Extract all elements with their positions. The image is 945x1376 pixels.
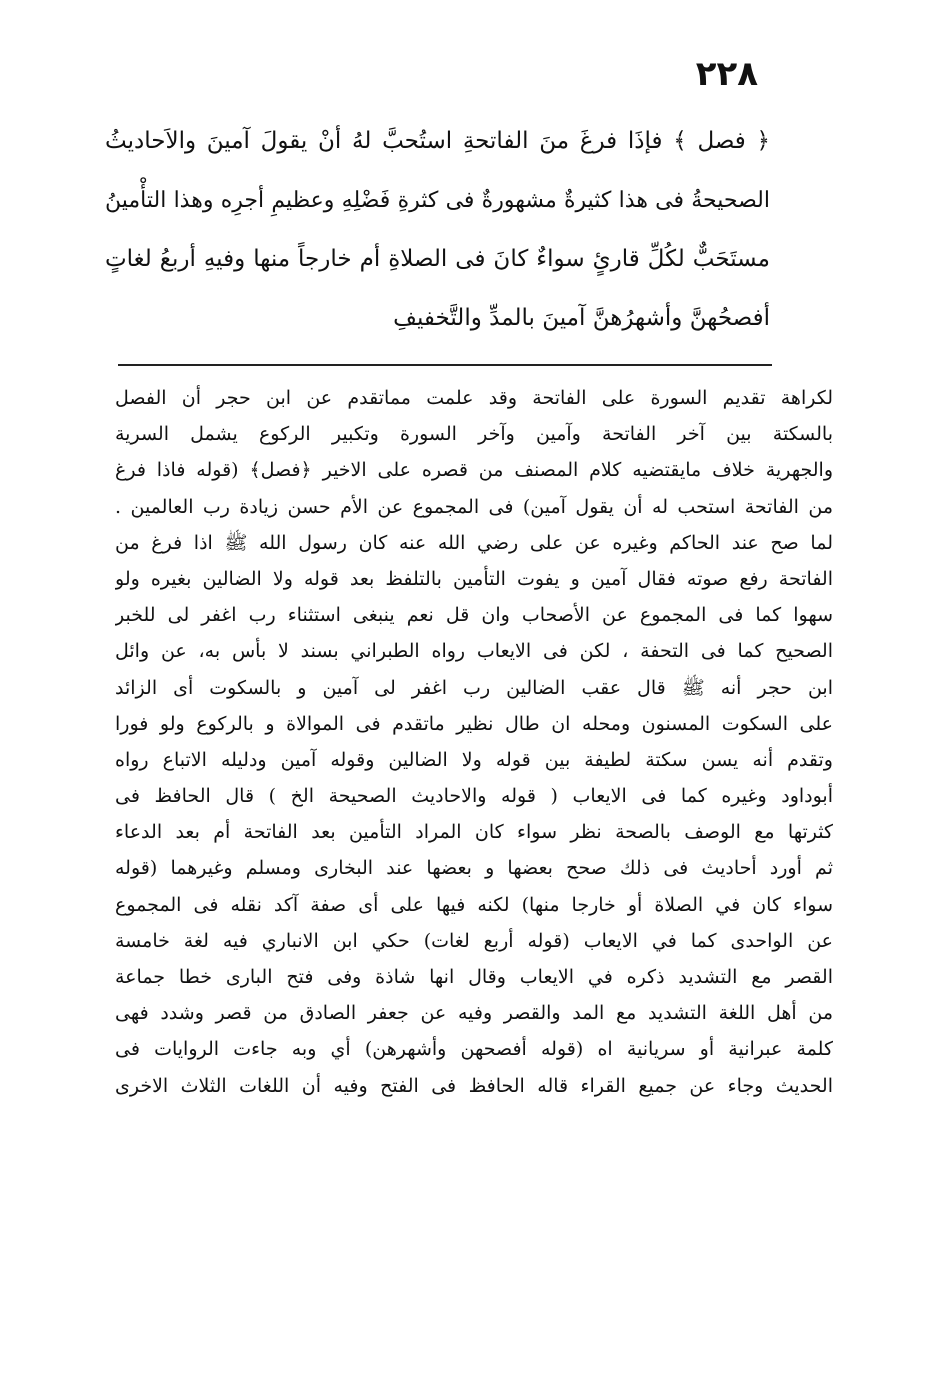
commentary-line: الصحيح كما فى التحفة ، لكن فى الايعاب رواه الطبراني بسند لا بأس به، عن وائل bbox=[115, 640, 833, 663]
commentary-line: كثرتها مع الوصف بالصحة نظر سواء كان المراد التأمين بعد الفاتحة أم بعد الدعاء bbox=[115, 821, 833, 844]
commentary-line: ثم أورد أحاديث فى ذلك صحح بعضها و بعضها عند البخارى ومسلم وغيرهما (قوله bbox=[115, 857, 833, 880]
commentary-line: سهوا كما فى المجموع عن الأصحاب وان قل نعم ينبغى استثناء رب اغفر لى للخبر bbox=[115, 604, 833, 627]
commentary-line: على السكوت المسنون ومحله ان طال نظير ماتقدم فى الموالاة و بالركوع ولو فورا bbox=[115, 712, 833, 735]
main-text-line: مستَحَبٌّ لكُلِّ قارئٍ سواءٌ كانَ فى الصلاةِ أم خارجاً منها وفيهِ أربعُ لغاتٍ bbox=[105, 246, 770, 272]
commentary-text bbox=[115, 380, 833, 1104]
commentary-line: وتقدم أنه يسن سكتة لطيفة بين قوله ولا الضالين وقوله آمين ودليله الاتباع رواه bbox=[115, 748, 833, 771]
page-number: ٢٢٨ bbox=[695, 54, 758, 94]
footnote-divider bbox=[118, 364, 772, 366]
commentary-line: ابن حجر أنه ﷺ قال عقب الضالين رب اغفر لى آمين و بالسكوت أى الزائد bbox=[115, 676, 833, 699]
commentary-line: لما صح عند الحاكم وغيره عن على رضي الله عنه كان رسول الله ﷺ اذا فرغ من bbox=[115, 531, 833, 554]
commentary-line: القصر مع التشديد ذكره في الايعاب وقال انها شاذة وفى فتح البارى خطا جماعة bbox=[115, 966, 833, 988]
commentary-line: سواء كان في الصلاة أو خارجا منها) لكنه فيها على أى صفة آكد نقله فى المجموع bbox=[115, 893, 833, 916]
commentary-line: عن الواحدى كما في الايعاب (قوله أربع لغات) حكي ابن الانباري فيه لغة خامسة bbox=[115, 929, 833, 952]
main-text-line: الصحيحةُ فى هذا كثيرةٌ مشهورةٌ فى كثرةِ فَضْلِهِ وعظيمِ أجرِه وهذا التأْمينُ bbox=[105, 188, 770, 213]
main-text-line: ﴿ فصل ﴾ فإذَا فرغَ منَ الفاتحةِ استُحبَّ لهُ أنْ يقولَ آمينَ والاَحاديثُ bbox=[105, 128, 770, 154]
commentary-line: الفاتحة رفع صوته فقال آمين و يفوت التأمين بالتلفظ بعد قوله ولا الضالين بغيره ولو bbox=[115, 567, 833, 590]
commentary-line: والجهرية خلاف مايقتضيه كلام المصنف من قصره على الاخير ﴿فصل﴾ (قوله فاذا فرغ bbox=[115, 459, 833, 482]
main-text bbox=[105, 112, 770, 348]
main-text-line: أفصحُهنَّ وأشهرُهنَّ آمينَ بالمدِّ والتَّخفيفِ bbox=[393, 305, 770, 331]
commentary-line: بالسكتة بين آخر الفاتحة وآمين وآخر السورة وتكبير الركوع يشمل السرية bbox=[115, 423, 833, 446]
commentary-line: لكراهة تقديم السورة على الفاتحة وقد علمت مماتقدم عن ابن حجر أن الفصل bbox=[115, 387, 833, 409]
commentary-line: كلمة عبرانية أو سريانية اه (قوله أفصحهن وأشهرهن) أي وبه جاءت الروايات فى bbox=[115, 1038, 833, 1061]
commentary-line: الحديث وجاء عن جميع القراء قاله الحافظ فى الفتح وفيه أن اللغات الثلاث الاخرى bbox=[115, 1074, 833, 1097]
commentary-line: أبوداود وغيره كما فى الايعاب ( قوله والاحاديث الصحيحة الخ ) قال الحافظ فى bbox=[115, 785, 833, 808]
commentary-line: من الفاتحة استحب له أن يقول آمين) فى المجموع عن الأم حسن زيادة رب العالمين . bbox=[115, 495, 833, 518]
commentary-line: من أهل اللغة التشديد مع المد والقصر وفيه عن جعفر الصادق من قصر وشدد فهى bbox=[115, 1002, 833, 1025]
